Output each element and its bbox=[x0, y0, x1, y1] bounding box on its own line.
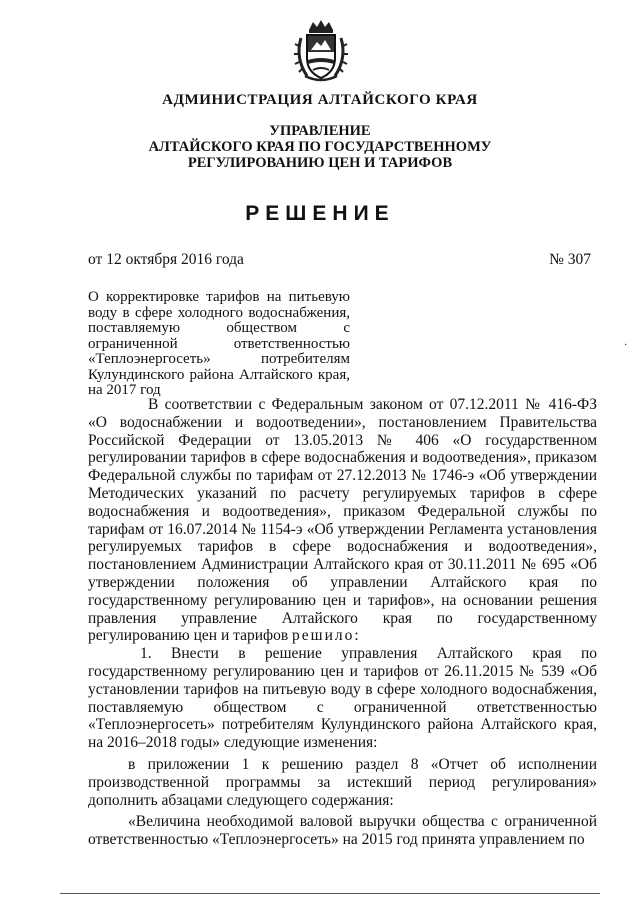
margin-mark: · bbox=[624, 340, 628, 351]
document-date: от 12 октября 2016 года bbox=[88, 251, 244, 268]
department-line-3: РЕГУЛИРОВАНИЮ ЦЕН И ТАРИФОВ bbox=[187, 155, 453, 171]
body-paragraph-1-text: В соответствии с Федеральным законом от 07.12.2011 № 416-ФЗ «О водоснабжении и водоотведении», постановлением Правительства Российской Федерации от 13.05.2013 № 406 «О государственном регулировании тарифов в сфере водоснабжения и водоотведения», приказом Федеральной службы по тарифам от 27.12.2013 № 1746-э «Об утверждении Методических указаний по расчету регулируемых тарифов в сфере водоснабжения и водоотведения», приказом Федеральной службы по тарифам от 16.07.2014 № 1154-э «Об утверждении Регламента установления регулируемых тарифов в сфере водоснабжения и водоотведения», постановлением Администрации Алтайского края от 30.11.2011 № 695 «Об утверждении положения об управлении Алтайского края по государственному регулированию цен и тарифов», на основании решения правления управление Алтайского края по государственному регулированию цен и тарифов bbox=[88, 396, 597, 645]
body-paragraph-3: в приложении 1 к решению раздел 8 «Отчет об исполнении производственной программы за истекший период регулирования» дополнить абзацами следующего содержания: bbox=[88, 755, 597, 809]
coat-of-arms-emblem bbox=[291, 18, 351, 84]
body-paragraph-2: 1. Внести в решение управления Алтайского края по государственному регулированию цен и тарифов от 26.11.2015 № 539 «Об установлении тарифов на питьевую воду в сфере холодного водоснабжения, поставляемую обществом с ограниченной ответственностью «Теплоэнергосеть» потребителям Кулундинского района Алтайского края, на 2016–2018 годы» следующие изменения: bbox=[88, 645, 597, 752]
document-type-heading: РЕШЕНИЕ bbox=[245, 202, 395, 225]
organization-title: АДМИНИСТРАЦИЯ АЛТАЙСКОГО КРАЯ bbox=[162, 92, 478, 108]
decided-keyword: решило: bbox=[292, 627, 361, 645]
department-title bbox=[0, 123, 640, 171]
department-line-1: УПРАВЛЕНИЕ bbox=[269, 123, 371, 139]
document-number: № 307 bbox=[549, 251, 591, 268]
body-paragraph-1 bbox=[88, 396, 597, 645]
department-line-2: АЛТАЙСКОГО КРАЯ ПО ГОСУДАРСТВЕННОМУ bbox=[148, 139, 492, 155]
body-paragraph-4: «Величина необходимой валовой выручки общества с ограниченной ответственностью «Теплоэнергосеть» на 2015 год принята управлением по bbox=[88, 813, 597, 849]
document-body bbox=[88, 396, 597, 849]
page-bottom-edge-line bbox=[60, 893, 600, 894]
document-subject: О корректировке тарифов на питьевую воду в сфере холодного водоснабжения, поставляемую обществом с ограниченной ответственностью «Теплоэнергосеть» потребителям Кулундинского района Алтайского края, на 2017 год bbox=[88, 289, 350, 398]
